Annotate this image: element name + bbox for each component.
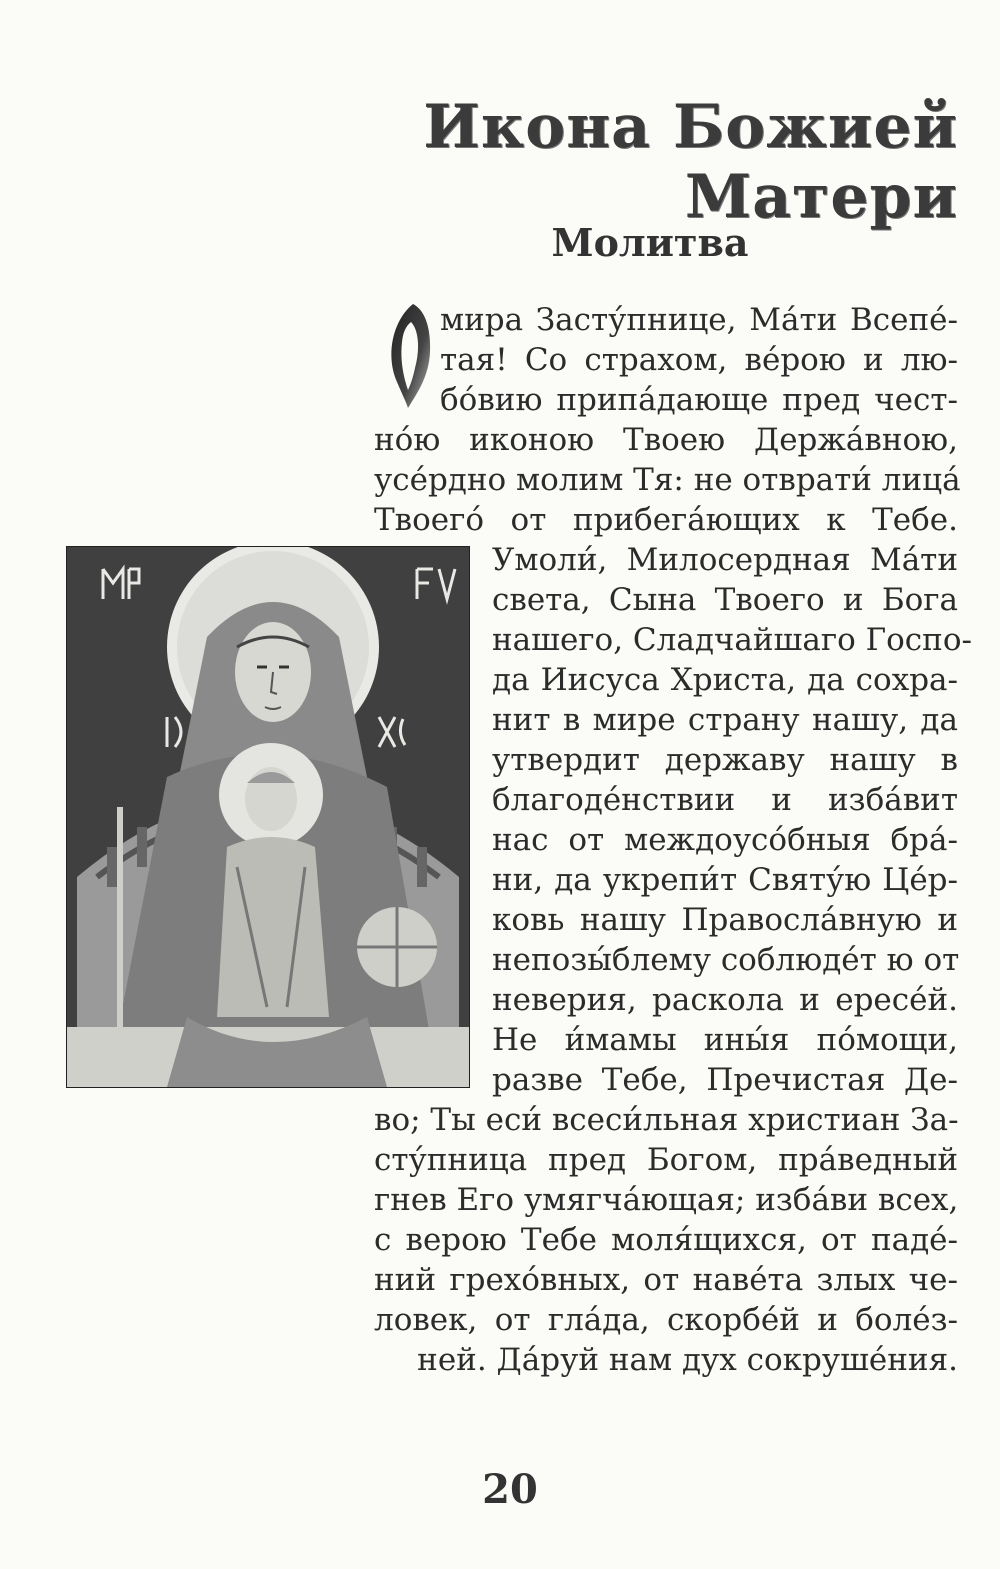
- prayer-line: непозы́блему соблюде́т ю от: [492, 942, 960, 978]
- prayer-line: благоде́нствии и изба́вит: [492, 782, 958, 818]
- prayer-line: бо́вию припа́дающе пред чест-: [440, 382, 958, 418]
- page-title: Икона Божией Матери: [423, 92, 958, 232]
- prayer-line: ковь нашу Правосла́вную и: [492, 902, 958, 938]
- prayer-line: Не и́мамы ины́я по́мощи,: [492, 1022, 958, 1058]
- section-subtitle: Молитва: [551, 220, 749, 265]
- prayer-line: сту́пница пред Богом, пра́ведный: [374, 1142, 958, 1178]
- prayer-line: мира Засту́пнице, Ма́ти Всепе́-: [440, 302, 958, 338]
- prayer-line: гнев Его умягча́ющая; изба́ви всех,: [374, 1182, 959, 1218]
- prayer-line: неверия, раскола и ересе́й.: [492, 982, 958, 1018]
- prayer-line: с верою Тебе моля́щихся, от паде́-: [374, 1222, 958, 1258]
- prayer-line: Умоли́, Милосердная Ма́ти: [492, 542, 958, 578]
- prayer-line: света, Сына Твоего и Бога: [492, 582, 958, 618]
- prayer-line: да Иисуса Христа, да сохра-: [492, 662, 958, 698]
- prayer-line: во; Ты еси́ всеси́льная христиан За-: [374, 1102, 959, 1138]
- prayer-line: нас от междоусо́бныя бра́-: [492, 822, 958, 858]
- prayer-line: разве Тебе, Пречистая Де-: [492, 1062, 958, 1098]
- page-number: 20: [482, 1466, 538, 1513]
- prayer-line: нашего, Сладчайшаго Госпо-: [492, 622, 972, 658]
- prayer-line: ней. Да́руй нам дух сокруше́ния.: [417, 1342, 958, 1378]
- prayer-line: ловек, от гла́да, скорбе́й и боле́з-: [374, 1302, 958, 1338]
- prayer-line: утвердит державу нашу в: [492, 742, 958, 778]
- prayer-line: ний грехо́вных, от наве́та злых че-: [374, 1262, 958, 1298]
- prayer-line: но́ю иконою Твоею Держа́вною,: [374, 422, 958, 458]
- prayer-line: усе́рдно молим Тя: не отврати́ лица́: [374, 462, 961, 498]
- prayer-line: тая! Со страхом, ве́рою и лю-: [440, 342, 958, 378]
- prayer-line: Твоего́ от прибега́ющих к Тебе.: [374, 502, 958, 538]
- prayer-line: ни, да укрепи́т Святу́ю Це́р-: [492, 862, 958, 898]
- prayer-line: нит в мире страну нашу, да: [492, 702, 958, 738]
